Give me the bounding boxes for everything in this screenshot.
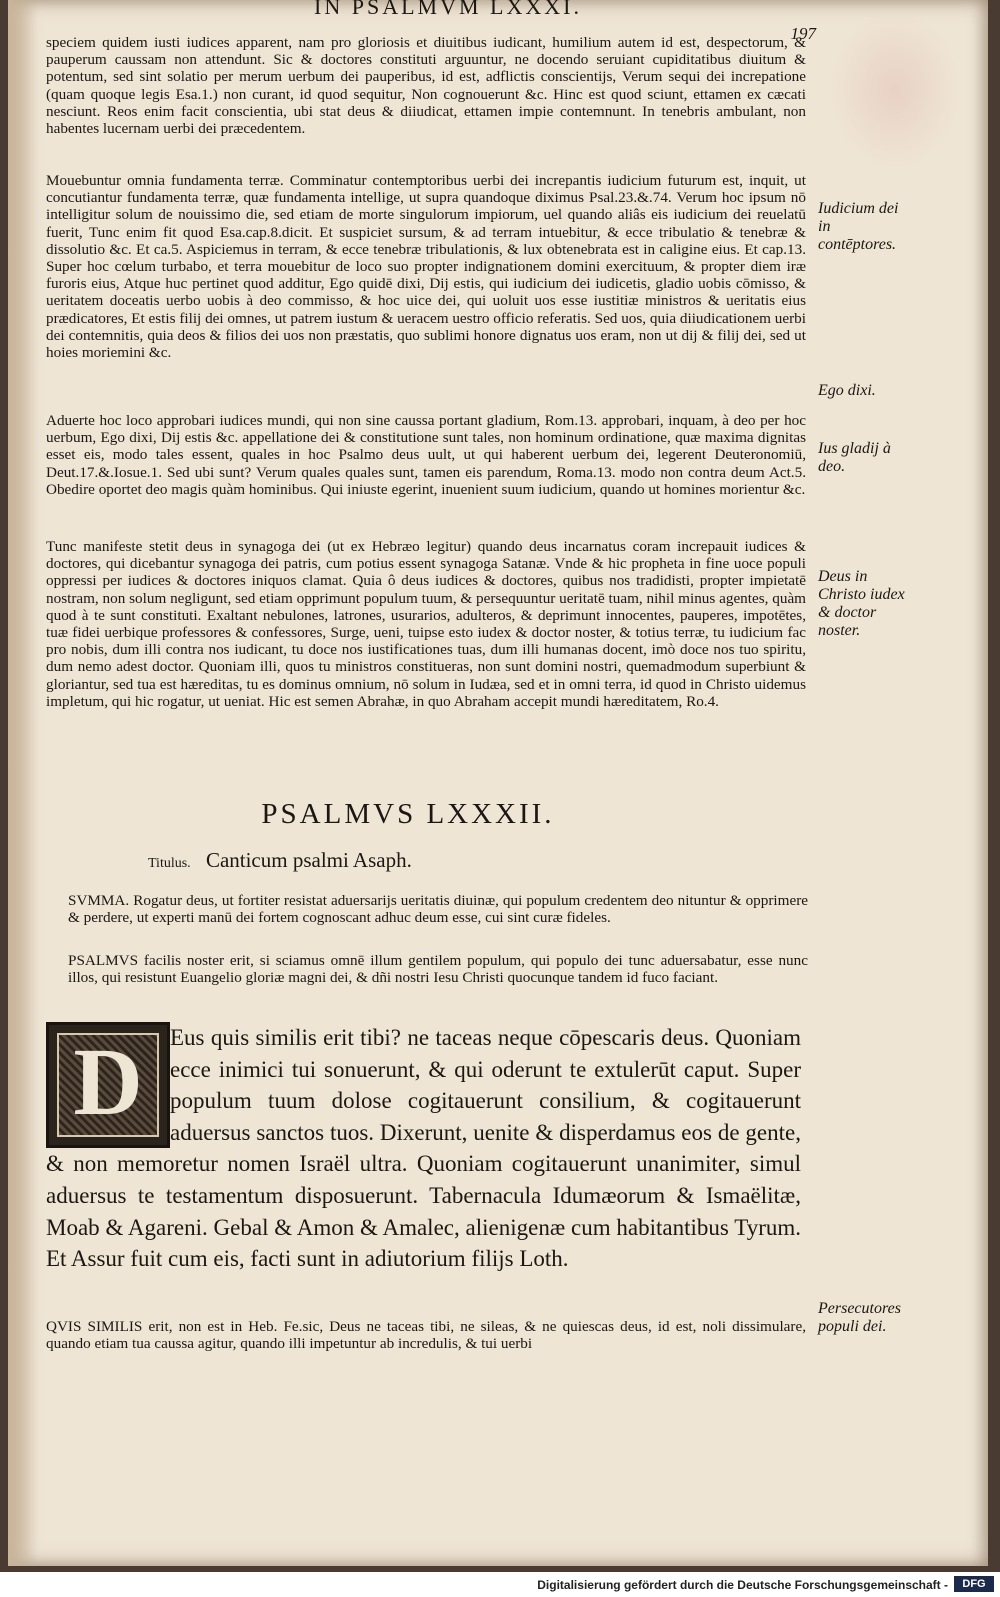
margin-note-deus-in-christo: Deus in Christo iudex & doctor noster. [818, 568, 905, 639]
psalm-title [148, 848, 412, 873]
running-head: IN PSALMVM LXXXI. [314, 0, 582, 19]
verse-commentary [46, 1318, 806, 1352]
summa-block [68, 892, 808, 926]
margin-note-ius-gladij: Ius gladij à deo. [818, 440, 891, 475]
titulus-label: Titulus. [148, 856, 191, 871]
paragraph-text: Mouebuntur omnia fundamenta terræ. Comminatur contemptoribus uerbi dei increpantis iudicium futurum est, inquit, ut concutiantur fundamenta terræ, quæ fundamenta intellige, ut supra quandoque diximus Psal.23.&.74. Verum hoc ipsum nō intelligitur solum de nouissimo die, sed etiam de morte singulorum impiorum, uel quando aliâs eis iudicium dei reuelatū fuerit, Tunc enim fit quod Esa.cap.8.dicit. Et suspiciet sursum, & ad terram intuebitur, & ecce tribulatio & tenebræ & dissolutio &c. Et ca.5. Aspiciemus in terram, & ecce tenebræ tribulationis, & lux obtenebrata est in caligine eius. Et cap.13. Super hoc cœlum turbabo, et terra mouebitur de loco suo propter indignationem domini exercituum, & propter diem iræ furoris eius, Atque huc pertinet quod additur, Ego quidē dixi, Dij estis, qui iudicium dei iudicetis, gladio uobis cōmisso, & ueritatem doceatis uerbo uobis à deo commisso, & hoc uice dei, qui uoluit uos esse iustitiæ ministros & ueritatis eius prædicatores, Et estis filij dei omnes, ut patrem iustum & ueracem uestro officio referatis. Sed uos, quia diiudicationem uerbi dei contemnitis, quia deos & filios dei uos non præstatis, quo sublimi honore dignatus uos eram, non ut dij & filij dei, sed ut hoies moriemini &c. [46, 172, 806, 362]
margin-note-persecutores: Persecutores populi dei. [818, 1300, 901, 1335]
summa-text: SVMMA. Rogatur deus, ut fortiter resistat aduersarijs ueritatis diuinæ, qui populum credentem deo nituntur & opprimere & perdere, ut experti manū dei fortem cognoscant adhuc deum esse, cui sint curæ fideles. [68, 892, 808, 926]
page-stain [830, 10, 960, 170]
psalmus-note-text: PSALMVS facilis noster erit, si sciamus omnē illum gentilem populum, qui populo dei tunc aduersabatur, esse nunc illos, qui resistunt Euangelio gloriæ magni dei, & dñi nostri Iesu Christi quocunque tandem id fuco faciant. [68, 952, 808, 986]
verse-commentary-text: QVIS SIMILIS erit, non est in Heb. Fe.sic, Deus ne taceas tibi, ne sileas, & ne quiescas deus, id est, noli dissimulare, quando etiam tua caussa agitur, quando illi impetuntur ab incredulis, & tui uerbi [46, 1318, 806, 1352]
psalm-heading: PSALMVS LXXXII. [261, 798, 555, 830]
page-number: 197 [790, 24, 816, 43]
paragraph-text: speciem quidem iusti iudices apparent, nam pro gloriosis et diuitibus iudicant, humilium autem id est, despectorum, & pauperum caussam non attendunt. Sic & doctores constituti arguuntur, ne docendo seruiant cupiditatibus diuitum & potentum, sed sint solatio per merum uerbum dei pauperibus, id est, adflictis conscientijs, Verum sequi dei increpatione (quam quoque legis Esa.1.) non curant, id quod sequitur, Non cognouerunt &c. Hinc est quod sciunt, ettamen ex cæcati nesciunt. Reos enim facit conscientia, ubi stat deus & diiudicat, ettamen impie contemnunt. In tenebris ambulant, non habentes lucernam uerbi dei præcedentem. [46, 34, 806, 138]
commentary-paragraph-3 [46, 412, 806, 498]
initial-letter: D [73, 1028, 143, 1135]
margin-note-ego-dixi: Ego dixi. [818, 382, 876, 399]
paragraph-text: Aduerte hoc loco approbari iudices mundi, qui non sine caussa portant gladium, Rom.13. approbari, inquam, à deo per hoc uerbum, Ego dixi, Dij estis &c. appellatione dei & constitutione sunt tales, non hominum ordinatione, quæ maxima dignitas esset eis, modo tales essent, quales in hoc Psalmo deus uult, ut qui haberent uerbum dei, legerent Deuteronomiū, Deut.17.&.Iosue.1. Sed ubi sunt? Verum quales quales sunt, tamen eis parendum, Roma.13. modo non contra deum Act.5. Obedire oportet deo magis quàm hominibus. Qui iniuste egerint, inuenient suum iudicium, quando ut homines morientur &c. [46, 412, 806, 498]
digitization-footer [0, 1572, 1000, 1597]
commentary-paragraph-4 [46, 538, 806, 710]
titulus-text: Canticum psalmi Asaph. [205, 848, 412, 872]
commentary-paragraph-2 [46, 172, 806, 361]
footer-credit: Digitalisierung gefördert durch die Deutsche Forschungsgemeinschaft - [537, 1578, 948, 1592]
dfg-logo: DFG [954, 1576, 994, 1592]
psalmus-note-block [68, 952, 808, 986]
page-spine-shadow [8, 0, 38, 1566]
decorated-initial [46, 1022, 170, 1148]
margin-note-iudicium: Iudicium dei in contēptores. [818, 200, 899, 253]
book-page [8, 0, 988, 1566]
paragraph-text: Tunc manifeste stetit deus in synagoga dei (ut ex Hebræo legitur) quando deus incarnatus coram increpauit iudices & doctores, qui dicebantur synagoga dei patris, cum potius essent synagoga Satanæ. Vnde & hic propheta in fine uoce populi oppressi per iudices & doctores iniquos clamat. Quia ô deus iudices & doctores, quibus nos tradidisti, propter impietatē nostram, non solum negligunt, sed etiam opprimunt populum tuum, & persequuntur ueritatē tuam, nihil minus agentes, quàm quod à te sunt constituti. Exaltant nebulones, latrones, usurarios, adulteros, & deprimunt innocentes, pauperes, impotētes, tuæ fidei uerbique professores & confessores, Surge, ueni, tuipse esto iudex & doctor noster, & totius terræ, tu iudicium fac pro nobis, dum illi contra nos iudicant, tu doce nos iustificationes tuas, dum illi humanas docent, imò doce nos tuo spiritu, dum nemo adest doctor. Quoniam illi, quos tu ministros constitueras, non sunt domini nostri, quemadmodum superbiunt & gloriantur, sed tua est hæreditas, tu es dominus omnium, nō solum in Iudæa, sed et in omni terra, id quod in Christo uidemus impletum, qui hic rogatur, ut ueniat. Hic est semen Abrahæ, in quo Abraham accepit mundi hæreditatem, Ro.4. [46, 538, 806, 710]
commentary-paragraph-1 [46, 34, 806, 137]
psalm-verse-body: Eus quis similis erit tibi? ne taceas neque cōpescaris deus. Quoniam ecce inimici tui sonuerunt, & qui oderunt te extulerūt caput. Super populum tuum dolose cogitauerunt consilium, & cogitauerunt aduersus sanctos tuos. Dixerunt, uenite & disperdamus eos de gente, & non memoretur nomen Israël ultra. Quoniam cogitauerunt unanimiter, simul aduersus te testamentum disposuerunt. Tabernacula Idumæorum & Ismaëlitæ, Moab & Agareni. Gebal & Amon & Amalec, alienigenæ cum habitantibus Tyrum. Et Assur fuit cum eis, facti sunt in adiutorium filijs Loth. [46, 1025, 801, 1272]
